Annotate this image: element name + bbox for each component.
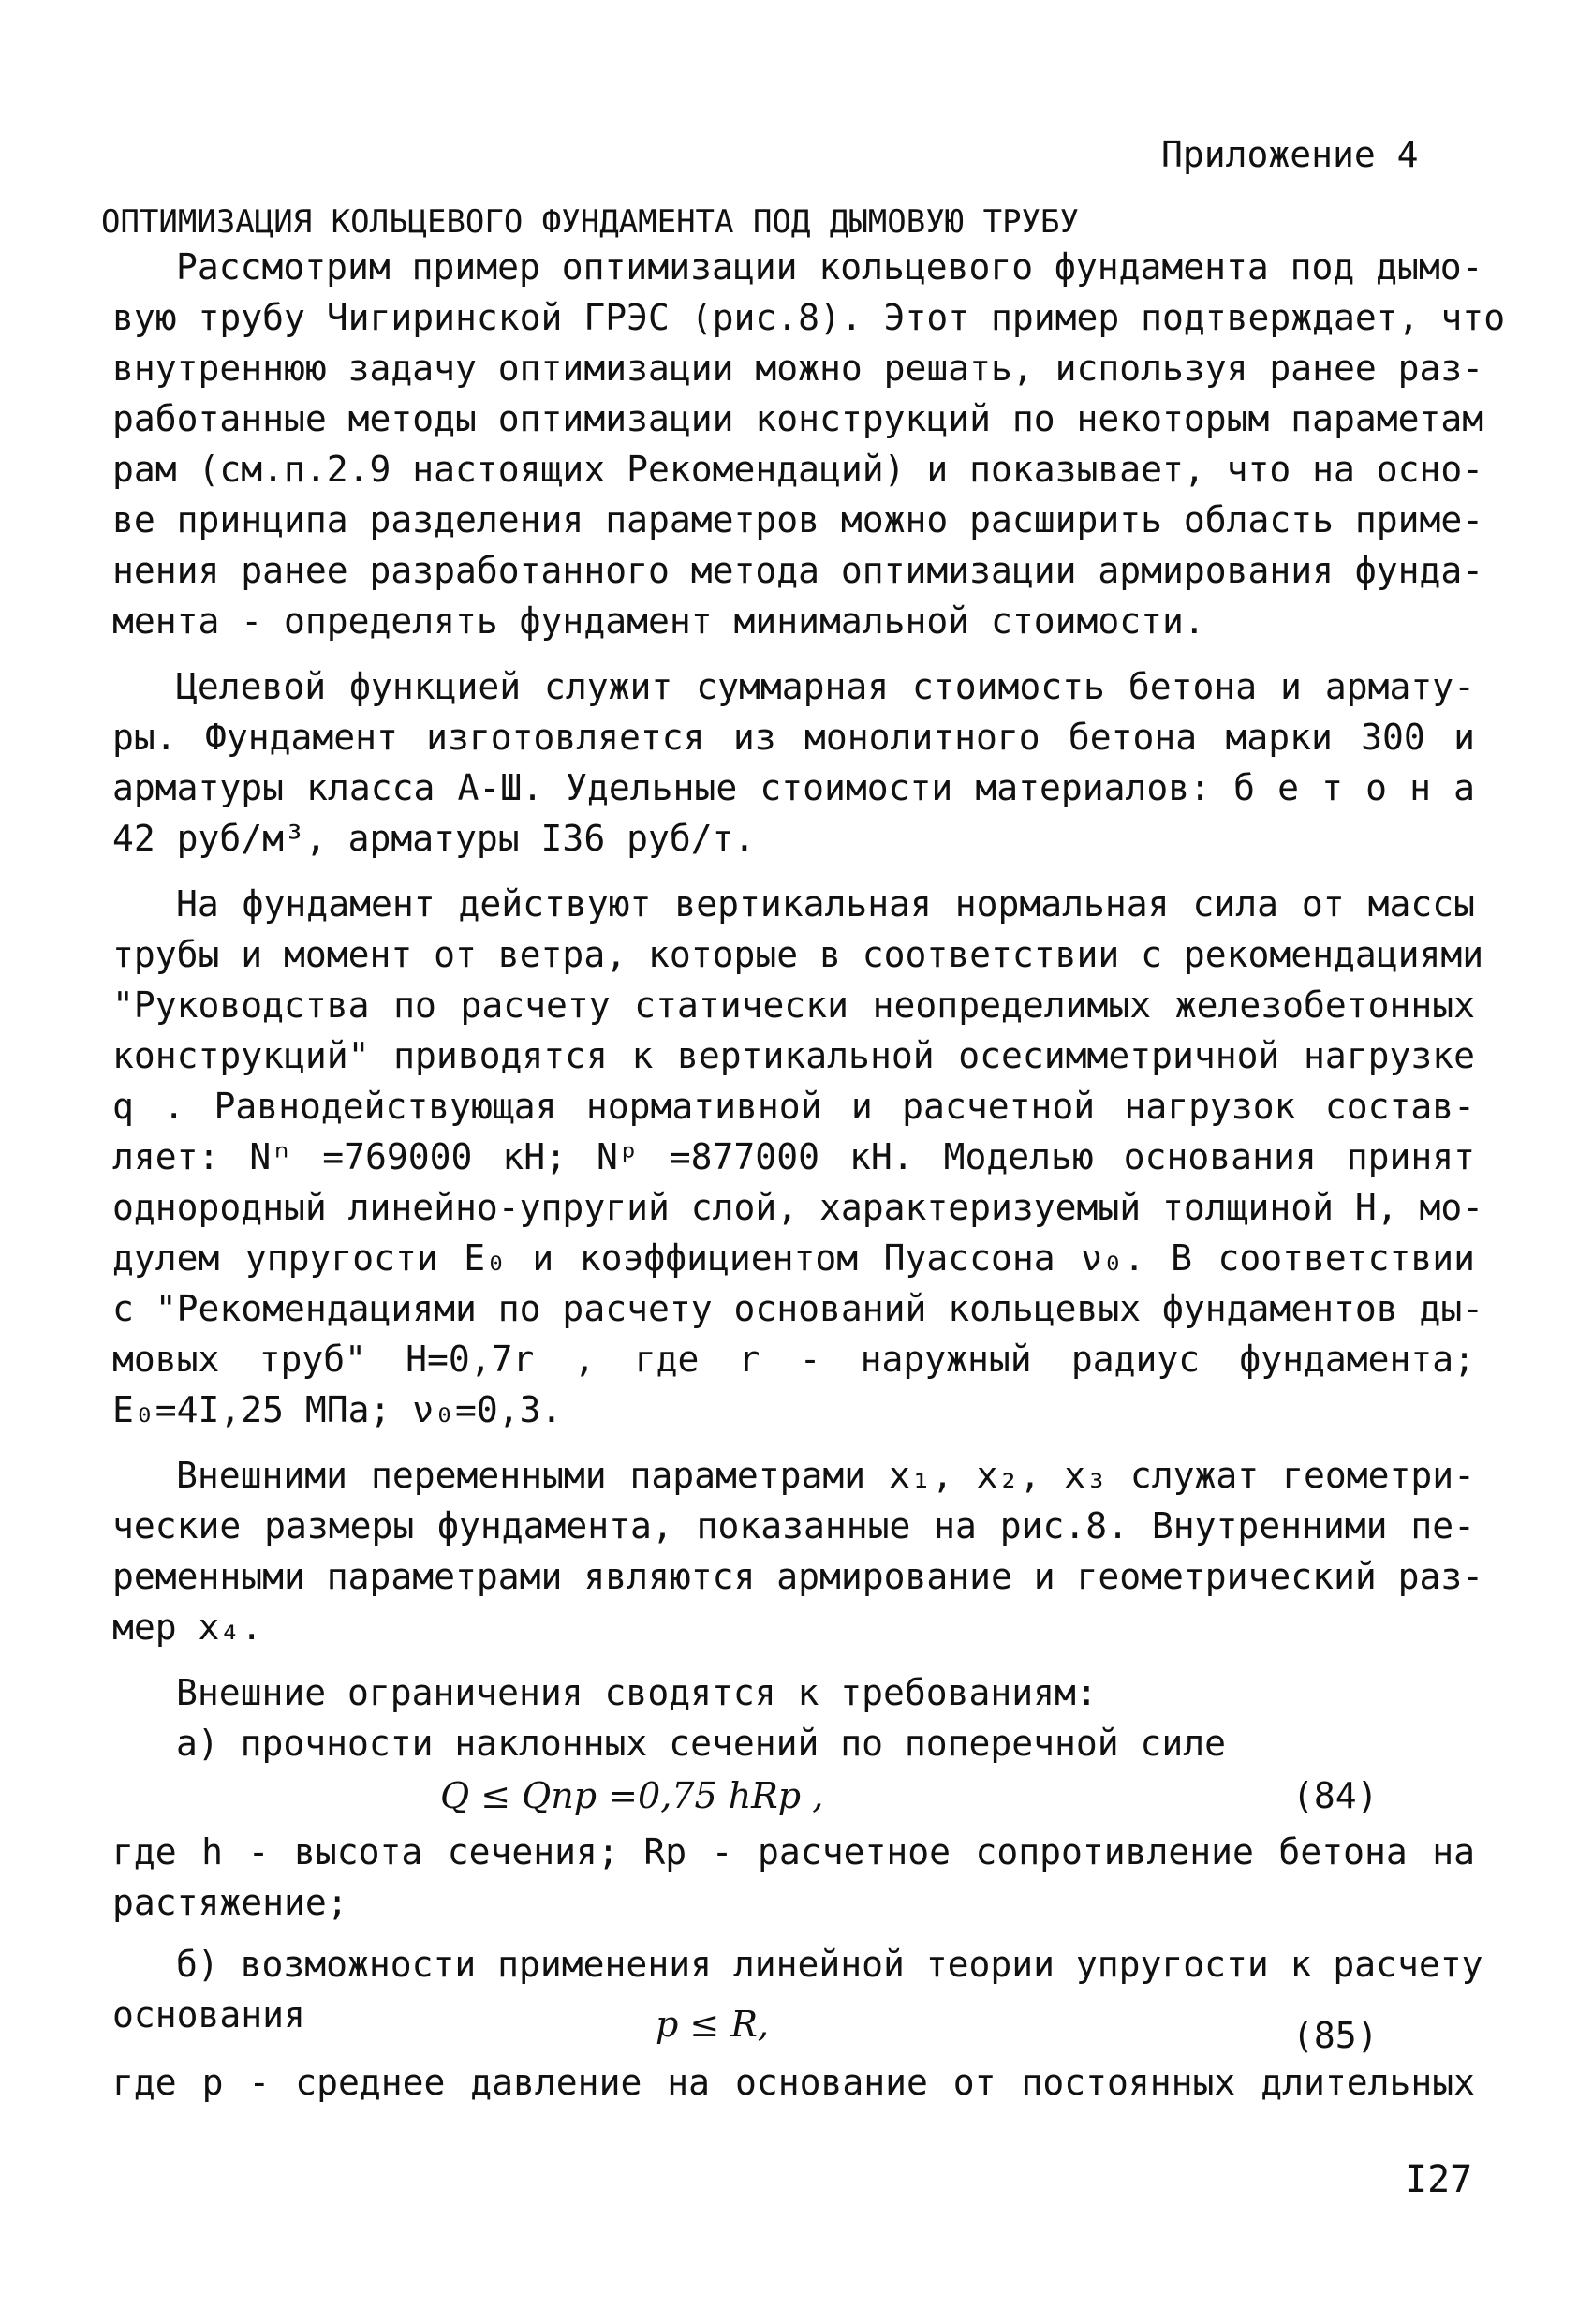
text-line: Рассмотрим пример оптимизации кольцевого фундамента под дымо- — [176, 246, 1483, 288]
formula-84: Q ≤ Qпр =0,75 hRр , — [440, 1775, 824, 1816]
formula-85: p ≤ R, — [656, 2004, 770, 2045]
text-line: мента - определять фундамент минимальной стоимости. — [112, 600, 1205, 642]
text-line: основания — [112, 1994, 305, 2035]
text-line: Внешние ограничения сводятся к требованиям: — [176, 1672, 1098, 1713]
text-line: внутреннюю задачу оптимизации можно решать, используя ранее раз- — [112, 348, 1484, 389]
text-line: где h - высота сечения; Rр - расчетное сопротивление бетона на — [112, 1831, 1475, 1873]
text-line: Внешними переменными параметрами x₁, x₂, x₃ служат геометри- — [176, 1455, 1475, 1496]
text-line: ременными параметрами являются армирование и геометрический раз- — [112, 1556, 1484, 1597]
appendix-label: Приложение 4 — [1161, 134, 1419, 175]
text-line: трубы и момент от ветра, которые в соответствии с рекомендациями — [112, 934, 1484, 975]
text-line: нения ранее разработанного метода оптимизации армирования фунда- — [112, 550, 1484, 591]
text-line: дулем упругости E₀ и коэффициентом Пуассона ν₀. В соответствии — [112, 1237, 1475, 1279]
text-line: ческие размеры фундамента, показанные на рис.8. Внутренними пе- — [112, 1505, 1475, 1547]
text-line: ляет: Nⁿ =769000 кН; Nᵖ =877000 кН. Моделью основания принят — [112, 1136, 1475, 1177]
text-line: ры. Фундамент изготовляется из монолитного бетона марки 300 и — [112, 717, 1475, 758]
text-line: вую трубу Чигиринской ГРЭС (рис.8). Этот пример подтверждает, что — [112, 297, 1506, 338]
text-line: а) прочности наклонных сечений по поперечной силе — [176, 1723, 1227, 1764]
text-line: мовых труб" Н=0,7r , где r - наружный радиус фундамента; — [112, 1339, 1475, 1380]
equation-number-84: (84) — [1292, 1775, 1379, 1816]
page-number: I27 — [1405, 2158, 1473, 2201]
text-line: однородный линейно-упругий слой, характеризуемый толщиной Н, мо- — [112, 1187, 1484, 1228]
text-line: ве принципа разделения параметров можно расширить область приме- — [112, 499, 1484, 540]
text-line: q . Равнодействующая нормативной и расчетной нагрузок состав- — [112, 1086, 1475, 1127]
text-line: рам (см.п.2.9 настоящих Рекомендаций) и показывает, что на осно- — [112, 449, 1484, 490]
text-line: растяжение; — [112, 1882, 348, 1923]
text-line: работанные методы оптимизации конструкций по некоторым параметам — [112, 398, 1484, 439]
page-title: ОПТИМИЗАЦИЯ КОЛЬЦЕВОГО ФУНДАМЕНТА ПОД ДЫМОВУЮ ТРУБУ — [101, 203, 1079, 241]
text-line: конструкций" приводятся к вертикальной осесимметричной нагрузке — [112, 1035, 1475, 1076]
text-line: Целевой функцией служит суммарная стоимость бетона и армату- — [176, 666, 1475, 707]
equation-number-85: (85) — [1292, 2015, 1379, 2056]
text-line: 42 руб/м³, арматуры I36 руб/т. — [112, 818, 756, 859]
text-line: б) возможности применения линейной теории упругости к расчету — [176, 1944, 1483, 1985]
text-line: с "Рекомендациями по расчету оснований кольцевых фундаментов ды- — [112, 1288, 1484, 1329]
text-line: мер x₄. — [112, 1606, 263, 1648]
text-line: где p - среднее давление на основание от постоянных длительных — [112, 2062, 1475, 2103]
text-line: На фундамент действуют вертикальная нормальная сила от массы — [176, 883, 1475, 925]
text-line: "Руководства по расчету статически неопределимых железобетонных — [112, 984, 1475, 1026]
text-line: арматуры класса А-Ш. Удельные стоимости материалов: б е т о н а — [112, 767, 1475, 808]
text-line: E₀=4I,25 МПа; ν₀=0,3. — [112, 1389, 563, 1430]
